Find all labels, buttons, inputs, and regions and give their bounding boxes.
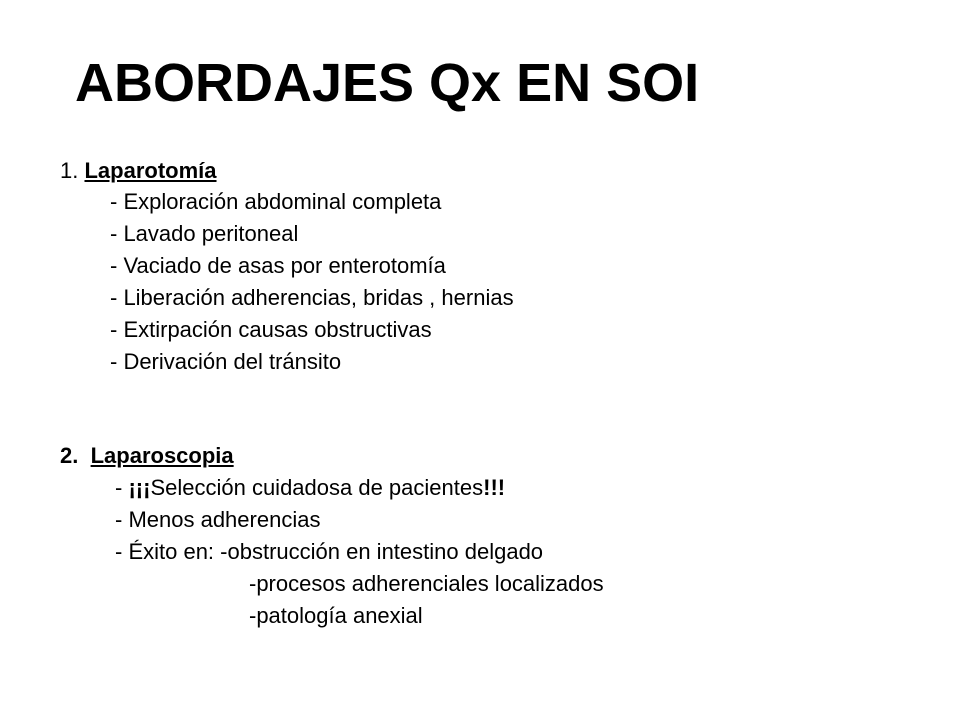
section-2-number: 2. (60, 443, 79, 468)
section-1-item-6: - Derivación del tránsito (110, 349, 342, 374)
slide-title: ABORDAJES Qx EN SOI (75, 53, 700, 113)
section-2-item-3-cont-1: -procesos adherenciales localizados (249, 571, 604, 596)
section-1-title: Laparotomía (84, 158, 217, 183)
section-1-item-3: - Vaciado de asas por enterotomía (110, 253, 446, 278)
section-2-item-2: - Menos adherencias (115, 507, 321, 532)
section-1-item-1: - Exploración abdominal completa (110, 189, 442, 214)
section-2-item-1-prefix: - (115, 475, 129, 500)
section-2-item-1-open: ¡¡¡ (128, 475, 151, 500)
section-1-item-2: - Lavado peritoneal (110, 221, 299, 246)
section-2-item-1-close: !!! (483, 475, 506, 500)
section-1-heading (60, 158, 217, 184)
section-2-item-1-text: Selección cuidadosa de pacientes (150, 475, 484, 500)
section-1-item-5: - Extirpación causas obstructivas (110, 317, 432, 342)
section-2-item-3: - Éxito en: -obstrucción en intestino delgado (115, 539, 544, 564)
section-1-item-4: - Liberación adherencias, bridas , hernias (110, 285, 514, 310)
section-2-heading (60, 443, 234, 469)
section-2-title: Laparoscopia (90, 443, 234, 468)
section-2-item-3-cont-2: -patología anexial (249, 603, 423, 628)
section-2-item-1 (115, 475, 505, 501)
section-1-number: 1. (60, 158, 79, 183)
